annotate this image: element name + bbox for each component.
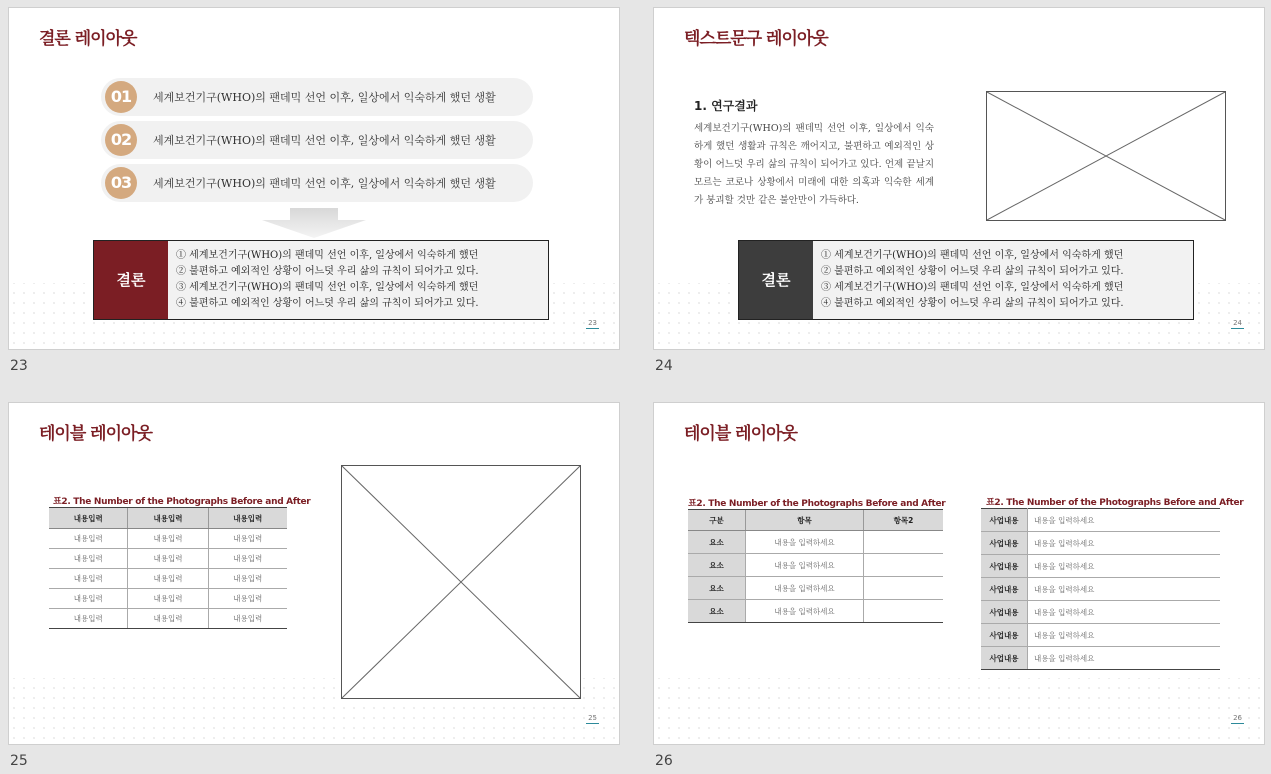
conclusion-label: 결론 [94,241,168,319]
slide-thumbnail-26[interactable] [653,402,1265,745]
conclusion-item: ① 세계보건기구(WHO)의 팬데믹 선언 이후, 일상에서 익숙하게 했던 [821,250,1124,261]
table-cell: 내용입력 [128,609,208,629]
number-badge: 03 [105,167,137,199]
table-caption: 표2. The Number of the Photographs Before and After [986,498,1244,508]
table-cell [864,531,944,554]
table-cell [864,554,944,577]
list-item-text: 세계보건기구(WHO)의 팬데믹 선언 이후, 일상에서 익숙하게 했던 생활 [153,177,496,190]
table-cell: 내용입력 [208,529,287,549]
table-row [49,529,287,549]
slide-thumbnail-23[interactable] [8,7,620,350]
table-cell: 내용입력 [49,569,128,589]
table-row [981,624,1220,647]
table-cell: 사업내용 [981,509,1028,532]
section-heading: 1. 연구결과 [694,99,758,113]
table-cell: 사업내용 [981,555,1028,578]
image-placeholder [341,465,581,699]
list-item [101,121,533,159]
list-item-text: 세계보건기구(WHO)의 팬데믹 선언 이후, 일상에서 익숙하게 했던 생활 [153,91,496,104]
list-item [101,78,533,116]
page-number: 24 [1233,319,1242,327]
table-row [49,609,287,629]
table-cell: 내용을 입력하세요 [1028,624,1221,647]
slide-number-label: 24 [655,358,673,374]
conclusion-item: ① 세계보건기구(WHO)의 팬데믹 선언 이후, 일상에서 익숙하게 했던 [176,250,479,261]
table-row [49,589,287,609]
list-item-text: 세계보건기구(WHO)의 팬데믹 선언 이후, 일상에서 익숙하게 했던 생활 [153,134,496,147]
list-item [101,164,533,202]
page-number: 25 [588,714,597,722]
table-cell: 내용을 입력하세요 [746,554,864,577]
data-table-left [688,509,943,623]
table-cell: 내용입력 [49,529,128,549]
table-cell: 내용을 입력하세요 [746,577,864,600]
table-cell: 사업내용 [981,601,1028,624]
table-cell: 내용입력 [208,549,287,569]
conclusion-item: ③ 세계보건기구(WHO)의 팬데믹 선언 이후, 일상에서 익숙하게 했던 [176,282,479,293]
table-row [981,601,1220,624]
table-row [688,577,943,600]
table-cell: 요소 [688,531,746,554]
table-row [981,647,1220,670]
slide-number-label: 26 [655,753,673,769]
table-cell: 내용을 입력하세요 [1028,532,1221,555]
table-cell: 내용입력 [128,569,208,589]
table-row [49,549,287,569]
table-cell: 내용입력 [49,609,128,629]
table-row [981,578,1220,601]
table-header: 항목2 [864,510,944,531]
conclusion-item: ④ 불편하고 예외적인 상황이 어느덧 우리 삶의 규칙이 되어가고 있다. [821,298,1124,309]
page-number: 26 [1233,714,1242,722]
table-row [688,600,943,623]
page-number: 23 [588,319,597,327]
slide-title: 테이블 레이아웃 [684,424,797,444]
slide-thumbnail-25[interactable] [8,402,620,745]
table-cell: 사업내용 [981,624,1028,647]
table-cell: 요소 [688,577,746,600]
table-cell: 내용을 입력하세요 [1028,555,1221,578]
table-caption: 표2. The Number of the Photographs Before and After [53,497,311,507]
table-cell: 내용을 입력하세요 [1028,601,1221,624]
table-cell [864,577,944,600]
table-cell: 요소 [688,554,746,577]
table-row [688,554,943,577]
slide-number-label: 25 [10,753,28,769]
table-cell: 내용입력 [49,549,128,569]
table-cell: 사업내용 [981,532,1028,555]
table-cell: 내용입력 [128,549,208,569]
conclusion-box [738,240,1194,320]
number-badge: 01 [105,81,137,113]
slide-title: 테이블 레이아웃 [39,424,152,444]
data-table-right [981,508,1220,670]
table-row [49,569,287,589]
arrow-down-icon [262,208,366,238]
table-row [688,531,943,554]
table-cell: 사업내용 [981,647,1028,670]
table-cell: 내용을 입력하세요 [1028,647,1221,670]
conclusion-item: ③ 세계보건기구(WHO)의 팬데믹 선언 이후, 일상에서 익숙하게 했던 [821,282,1124,293]
body-paragraph: 세계보건기구(WHO)의 팬데믹 선언 이후, 일상에서 익숙하게 했던 생활과 규칙은 깨어지고, 불편하고 예외적인 상황이 어느덧 우리 삶의 규칙이 되어가고 있다. 언제 끝날지 모르는 코로나 상황에서 미래에 대한 의혹과 익숙한 세계가 붕괴할 것만 같은 불안만이 가득하다. [694,123,934,206]
image-placeholder [986,91,1226,221]
table-cell: 사업내용 [981,578,1028,601]
table-cell: 내용입력 [208,569,287,589]
table-caption: 표2. The Number of the Photographs Before and After [688,499,946,509]
table-header: 항목 [746,510,864,531]
table-cell: 내용입력 [49,589,128,609]
data-table [49,507,287,629]
table-cell: 내용입력 [128,589,208,609]
conclusion-item: ② 불편하고 예외적인 상황이 어느덧 우리 삶의 규칙이 되어가고 있다. [176,266,479,277]
conclusion-box [93,240,549,320]
table-row [981,555,1220,578]
slide-title: 결론 레이아웃 [39,29,137,49]
table-header: 내용입력 [128,508,208,529]
table-header: 내용입력 [49,508,128,529]
table-row [981,532,1220,555]
table-cell: 내용입력 [208,589,287,609]
slide-thumbnail-24[interactable] [653,7,1265,350]
conclusion-item: ④ 불편하고 예외적인 상황이 어느덧 우리 삶의 규칙이 되어가고 있다. [176,298,479,309]
slide-number-label: 23 [10,358,28,374]
table-cell: 내용을 입력하세요 [746,600,864,623]
table-cell: 내용을 입력하세요 [1028,578,1221,601]
conclusion-label: 결론 [739,241,813,319]
table-cell: 요소 [688,600,746,623]
conclusion-item: ② 불편하고 예외적인 상황이 어느덧 우리 삶의 규칙이 되어가고 있다. [821,266,1124,277]
table-cell: 내용을 입력하세요 [746,531,864,554]
table-cell: 내용입력 [208,609,287,629]
number-badge: 02 [105,124,137,156]
table-cell: 내용을 입력하세요 [1028,509,1221,532]
table-row [981,509,1220,532]
slide-title: 텍스트문구 레이아웃 [684,29,828,49]
table-header: 구분 [688,510,746,531]
table-cell: 내용입력 [128,529,208,549]
table-cell [864,600,944,623]
table-header: 내용입력 [208,508,287,529]
